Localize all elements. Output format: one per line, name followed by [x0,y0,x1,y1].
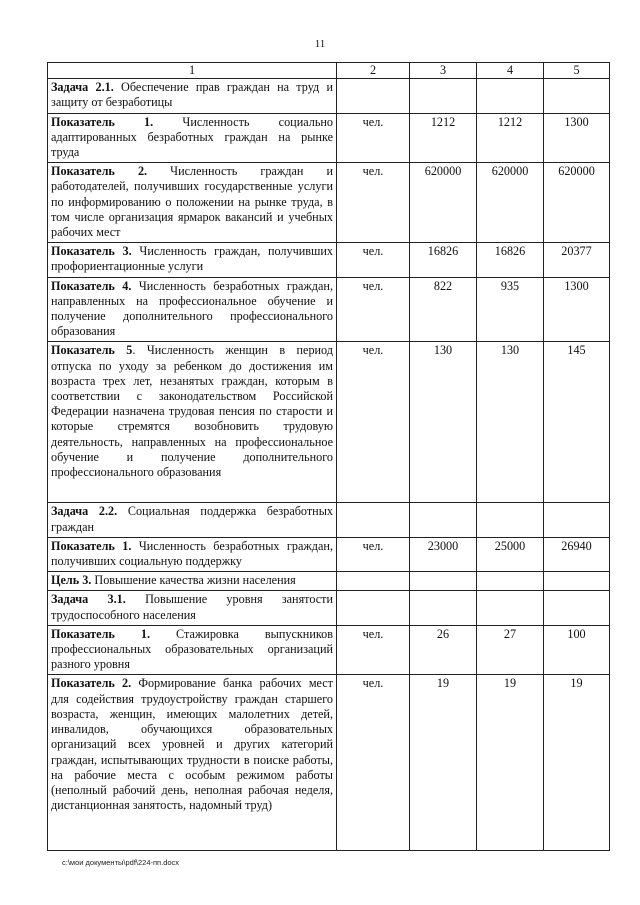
value-cell: 20377 [544,243,610,277]
value-cell: 27 [477,625,544,675]
row-text: Повышение качества жизни населения [91,573,296,588]
table-row [48,277,610,342]
value-cell: 16826 [410,243,477,277]
row-label: Цель 3. [51,573,92,588]
row-description [48,572,337,591]
row-label: Показатель 1. [51,626,151,641]
table-header-row [48,63,610,79]
row-description [48,537,337,571]
table-row [48,113,610,163]
header-cell: 2 [337,63,410,79]
table-row [48,625,610,675]
value-cell: 935 [477,277,544,342]
row-label: Показатель 3. [51,244,132,259]
row-label: Показатель 2. [51,676,132,691]
row-description [48,625,337,675]
value-cell: 23000 [410,537,477,571]
value-cell [544,503,610,537]
value-cell: 25000 [477,537,544,571]
table-row [48,243,610,277]
header-cell: 3 [410,63,477,79]
value-cell: 26940 [544,537,610,571]
table-row [48,79,610,113]
row-description [48,675,337,851]
table-row [48,537,610,571]
unit-cell [337,79,410,113]
unit-cell: чел. [337,342,410,503]
unit-cell: чел. [337,625,410,675]
value-cell: 1300 [544,113,610,163]
page-number: 11 [314,38,326,50]
value-cell [544,591,610,625]
table-row [48,503,610,537]
row-description [48,79,337,113]
row-description [48,503,337,537]
header-cell: 5 [544,63,610,79]
row-description [48,342,337,503]
indicators-table [47,62,610,851]
row-text: Численность граждан, получивших профориентационные услуги [51,244,334,274]
value-cell: 26 [410,625,477,675]
row-description [48,591,337,625]
header-cell: 4 [477,63,544,79]
row-description [48,113,337,163]
row-description [48,163,337,243]
header-cell: 1 [48,63,337,79]
value-cell: 130 [410,342,477,503]
table-row [48,591,610,625]
table-row [48,572,610,591]
value-cell [477,503,544,537]
row-text: Численность социально адаптированных безработных граждан на рынке труда [51,114,333,160]
row-label: Показатель 2. [51,164,148,179]
value-cell [544,572,610,591]
unit-cell [337,503,410,537]
value-cell [410,503,477,537]
value-cell [477,572,544,591]
value-cell: 19 [477,675,544,851]
row-label: Задача 2.2. [51,504,118,519]
unit-cell: чел. [337,675,410,851]
row-description [48,277,337,342]
row-text: Численность граждан и работодателей, получивших государственные услуги по информированию о положении на рынке труда, в том числе организация ярмарок вакансий и учебных рабочих мест [51,164,333,240]
value-cell: 1212 [477,113,544,163]
row-text: Формирование банка рабочих мест для содействия трудоустройству граждан старшего возраста, женщин, имеющих малолетних детей, инвалидов, обучающихся образовательных организаций всех уровней и других категорий граждан, испытывающих трудности в поиске работы, на рабочие места с особым режимом работы (неполный рабочий день, неполная рабочая неделя, дистанционная занятость, надомный труд) [51,676,333,813]
row-description [48,243,337,277]
value-cell: 16826 [477,243,544,277]
unit-cell: чел. [337,243,410,277]
unit-cell [337,572,410,591]
value-cell [477,79,544,113]
row-text: Численность безработных граждан, получивших социальную поддержку [51,538,333,569]
row-label: Показатель 5 [51,343,133,358]
row-label: Задача 3.1. [51,592,126,607]
row-text: Численность безработных граждан, направленных на профессиональное обучение и получение дополнительного профессионального образования [51,278,333,339]
value-cell: 620000 [410,163,477,243]
value-cell: 620000 [477,163,544,243]
value-cell: 145 [544,342,610,503]
row-text: Повышение уровня занятости трудоспособного населения [51,592,333,622]
value-cell: 822 [410,277,477,342]
value-cell [544,79,610,113]
unit-cell: чел. [337,537,410,571]
row-text: . Численность женщин в период отпуска по уходу за ребенком до достижения им возраста трех лет, незанятых граждан, которым в соответствии с законодательством Российской Федерации назначена трудовая пенсия по старости и которые стремятся возобновить трудовую деятельность, направленных на профессиональное обучение и получение дополнительного профессионального образования [51,343,334,480]
value-cell: 130 [477,342,544,503]
unit-cell [337,591,410,625]
table-row [48,163,610,243]
row-label: Показатель 4. [51,278,132,293]
value-cell [477,591,544,625]
row-label: Показатель 1. [51,114,154,129]
unit-cell: чел. [337,163,410,243]
value-cell: 1212 [410,113,477,163]
value-cell [410,79,477,113]
row-label: Задача 2.1. [51,80,114,95]
value-cell [410,572,477,591]
value-cell: 100 [544,625,610,675]
row-text: Социальная поддержка безработных граждан [51,504,333,534]
row-text: Стажировка выпускников профессиональных образовательных организаций разного уровня [51,626,334,672]
value-cell: 19 [544,675,610,851]
row-label: Показатель 1. [51,538,132,553]
file-path-footer: c:\мои документы\pdf\224-пп.docx [62,858,180,867]
value-cell [410,591,477,625]
value-cell: 19 [410,675,477,851]
unit-cell: чел. [337,113,410,163]
value-cell: 1300 [544,277,610,342]
table-row [48,342,610,503]
value-cell: 620000 [544,163,610,243]
unit-cell: чел. [337,277,410,342]
row-text: Обеспечение прав граждан на труд и защиту от безработицы [51,80,333,110]
table-row [48,675,610,851]
